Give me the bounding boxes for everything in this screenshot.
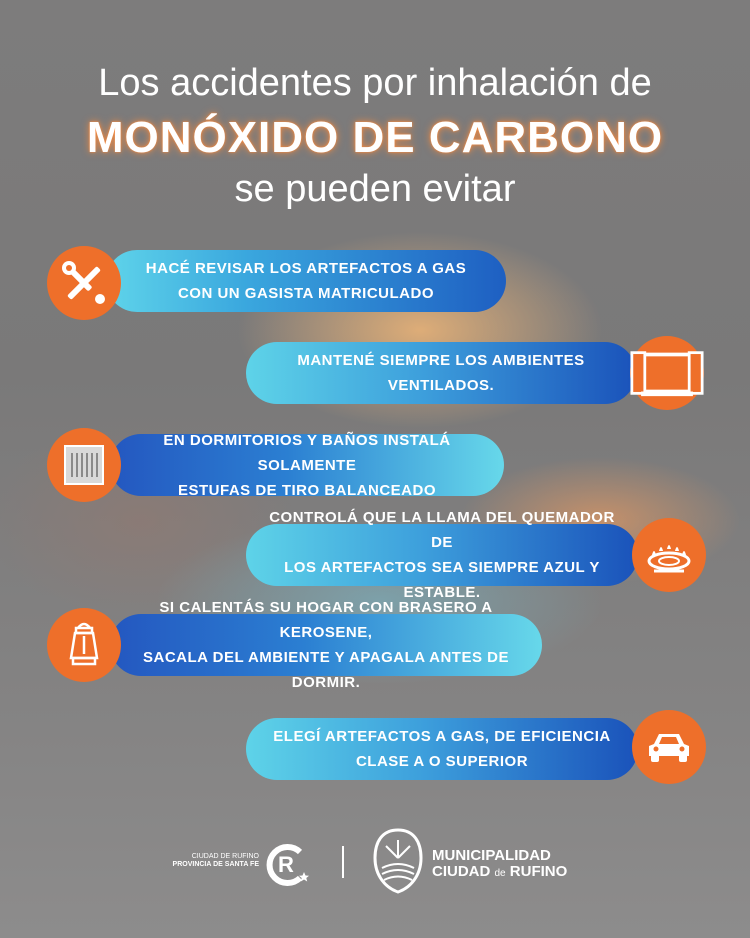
tip-2-pill xyxy=(246,342,636,404)
title-line-2: MONÓXIDO DE CARBONO xyxy=(86,113,664,162)
city-logo-icon xyxy=(264,842,310,888)
muni-line-1: MUNICIPALIDAD xyxy=(432,847,551,864)
title-line-1: Los accidentes por inhalación de xyxy=(98,62,652,104)
tip-2-line-1: MANTENÉ SIEMPRE LOS AMBIENTES xyxy=(297,352,585,369)
tip-5-line-1: SI CALENTÁS SU HOGAR CON BRASERO A KEROSENE, xyxy=(159,599,493,641)
tip-1-line-1: HACÉ REVISAR LOS ARTEFACTOS A GAS xyxy=(145,260,467,277)
tip-6-pill xyxy=(246,718,638,780)
tip-2-line-2: VENTILADOS. xyxy=(387,377,495,394)
municipality-text xyxy=(432,848,567,882)
title-line-3: se pueden evitar xyxy=(234,168,516,210)
city-line-1: CIUDAD DE RUFINO xyxy=(191,853,259,860)
tip-5-pill xyxy=(110,599,542,691)
city-logo-letter: R xyxy=(278,852,294,877)
footer xyxy=(0,820,750,900)
tip-4-pill xyxy=(246,509,638,601)
muni-line-2-a: CIUDAD xyxy=(432,863,495,880)
heater-icon xyxy=(47,428,121,502)
lantern-icon xyxy=(47,608,121,682)
tip-3-line-2: ESTUFAS DE TIRO BALANCEADO xyxy=(177,481,436,499)
tip-5-line-2: SACALA DEL AMBIENTE Y APAGALA ANTES DE DORMIR. xyxy=(143,649,509,691)
municipality-shield-icon xyxy=(372,828,424,894)
footer-divider xyxy=(342,846,344,878)
car-icon xyxy=(632,710,706,784)
tip-1-line-2: CON UN GASISTA MATRICULADO xyxy=(177,285,435,302)
muni-line-2 xyxy=(432,864,567,882)
tools-icon xyxy=(47,246,121,320)
tip-3-line-1: EN DORMITORIOS Y BAÑOS INSTALÁ SOLAMENTE xyxy=(163,431,451,474)
city-logo-text xyxy=(163,853,259,869)
city-line-2: PROVINCIA DE SANTA FE xyxy=(172,861,259,868)
tip-6-line-1: ELEGÍ ARTEFACTOS A GAS, DE EFICIENCIA xyxy=(273,728,611,745)
tip-6-line-2: CLASE A O SUPERIOR xyxy=(355,753,529,770)
window-icon xyxy=(630,336,704,410)
muni-line-2-b: de xyxy=(494,868,506,879)
tip-3-pill xyxy=(110,431,504,499)
burner-icon xyxy=(632,518,706,592)
tip-1-pill xyxy=(106,250,506,312)
tip-4-line-1: CONTROLÁ QUE LA LLAMA DEL QUEMADOR DE xyxy=(269,509,615,551)
tip-4-line-2: LOS ARTEFACTOS SEA SIEMPRE AZUL Y ESTABLE. xyxy=(284,559,600,601)
muni-line-2-c: RUFINO xyxy=(505,863,568,880)
